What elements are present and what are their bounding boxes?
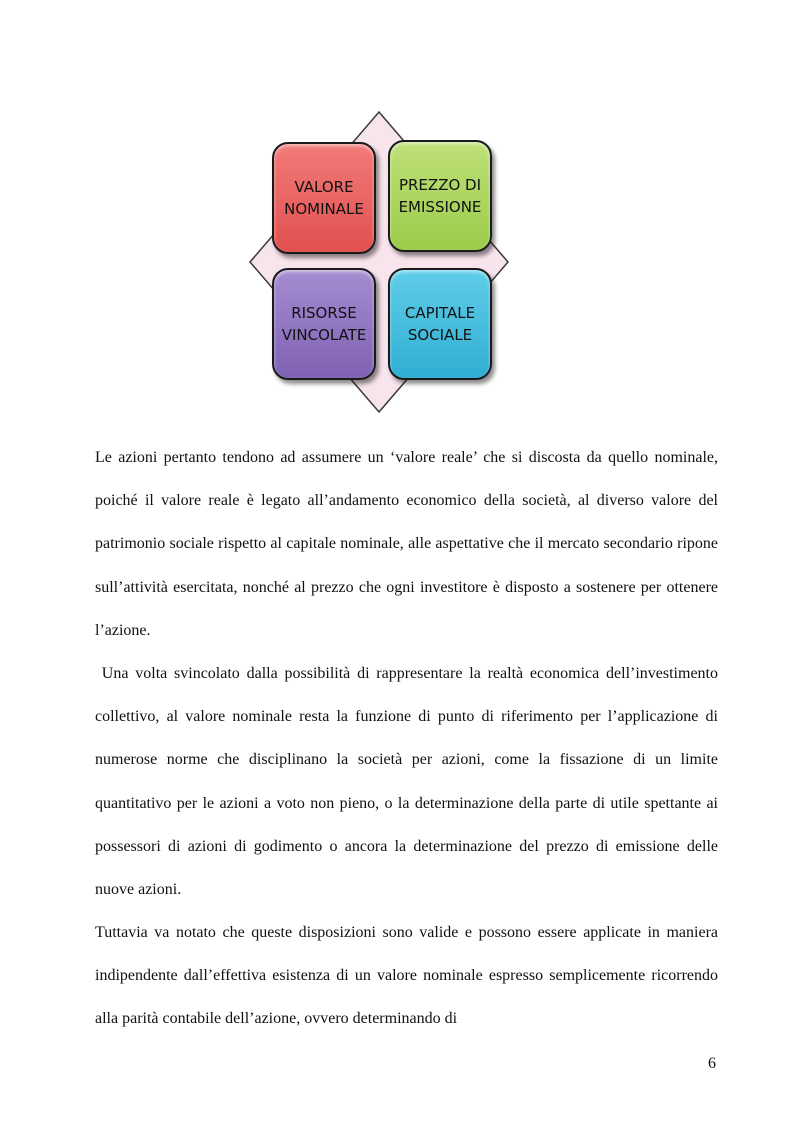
tile-label: VALORE NOMINALE bbox=[284, 178, 364, 218]
body-paragraph-1: Le azioni pertanto tendono ad assumere un ‘valore reale’ che si discosta da quello nominale, poiché il valore reale è legato all’andamento economico della società, al diverso valore del patrimonio sociale rispetto al capitale nominale, alle aspettative che il mercato secondario ripone sull’attività esercitata, nonché al prezzo che ogni investitore è disposto a sostenere per ottenere l’azione. bbox=[95, 449, 718, 639]
concept-diagram bbox=[248, 110, 510, 415]
tile-label: PREZZO DI EMISSIONE bbox=[398, 176, 482, 216]
tile-valore-nominale bbox=[272, 142, 376, 254]
tile-risorse-vincolate bbox=[272, 268, 376, 380]
tile-capitale-sociale bbox=[388, 268, 492, 380]
tile-prezzo-di-emissione bbox=[388, 140, 492, 252]
tile-label: CAPITALE SOCIALE bbox=[404, 304, 476, 344]
body-paragraph-3: Tuttavia va notato che queste disposizioni sono valide e possono essere applicate in maniera indipendente dall’effettiva esistenza di un valore nominale espresso semplicemente ricorrendo alla parità contabile dell’azione, ovvero determinando di bbox=[95, 924, 718, 1028]
tile-label: RISORSE VINCOLATE bbox=[281, 304, 367, 344]
page-number: 6 bbox=[708, 1055, 716, 1072]
body-paragraph-2: Una volta svincolato dalla possibilità di rappresentare la realtà economica dell’investimento collettivo, al valore nominale resta la funzione di punto di riferimento per l’applicazione di numerose norme che disciplinano la società per azioni, come la fissazione di un limite quantitativo per le azioni a voto non pieno, o la determinazione della parte di utile spettante ai possessori di azioni di godimento o ancora la determinazione del prezzo di emissione delle nuove azioni. bbox=[95, 665, 722, 899]
